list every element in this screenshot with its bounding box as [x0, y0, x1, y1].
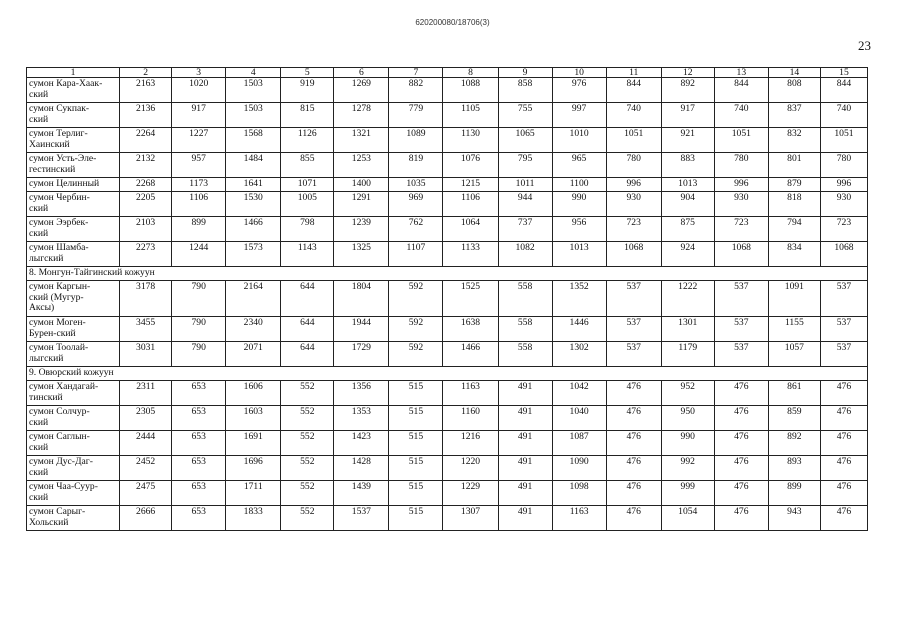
table-row: [27, 506, 868, 531]
row-name: сумон Каргын- ский (Мугур- Аксы): [27, 281, 120, 317]
table-cell: 2164: [226, 281, 281, 317]
table-row: [27, 153, 868, 178]
table-cell: 1222: [661, 281, 714, 317]
column-header: 14: [768, 68, 820, 78]
table-cell: 1087: [552, 431, 606, 456]
table-cell: 1051: [714, 128, 768, 153]
column-header: 8: [443, 68, 498, 78]
column-header: 7: [389, 68, 443, 78]
table-cell: 740: [714, 103, 768, 128]
row-name: сумон Чербин- ский: [27, 192, 120, 217]
row-name: сумон Терлиг- Хаинский: [27, 128, 120, 153]
table-cell: 723: [820, 217, 867, 242]
table-cell: 795: [498, 153, 552, 178]
table-cell: 476: [606, 506, 661, 531]
table-row: [27, 406, 868, 431]
table-cell: 904: [661, 192, 714, 217]
row-name: сумон Усть-Эле- гестинский: [27, 153, 120, 178]
table-cell: 1143: [281, 242, 334, 267]
table-cell: 476: [820, 506, 867, 531]
table-cell: 1466: [443, 342, 498, 367]
table-cell: 476: [606, 406, 661, 431]
table-cell: 965: [552, 153, 606, 178]
table-cell: 917: [661, 103, 714, 128]
table-cell: 1568: [226, 128, 281, 153]
table-cell: 537: [714, 317, 768, 342]
table-cell: 1215: [443, 178, 498, 192]
row-name: сумон Саглын- ский: [27, 431, 120, 456]
table-cell: 491: [498, 481, 552, 506]
table-cell: 1537: [334, 506, 389, 531]
table-cell: 653: [172, 406, 226, 431]
table-cell: 1530: [226, 192, 281, 217]
table-cell: 476: [714, 481, 768, 506]
table-cell: 899: [172, 217, 226, 242]
column-header: 6: [334, 68, 389, 78]
table-cell: 858: [498, 78, 552, 103]
table-cell: 476: [714, 406, 768, 431]
table-cell: 837: [768, 103, 820, 128]
table-row: [27, 281, 868, 317]
table-cell: 924: [661, 242, 714, 267]
table-cell: 515: [389, 431, 443, 456]
table-cell: 919: [281, 78, 334, 103]
table-cell: 808: [768, 78, 820, 103]
table-cell: 2103: [120, 217, 172, 242]
table-cell: 844: [714, 78, 768, 103]
table-cell: 3031: [120, 342, 172, 367]
column-header: 12: [661, 68, 714, 78]
table-cell: 552: [281, 456, 334, 481]
table-cell: 1229: [443, 481, 498, 506]
table-cell: 1163: [552, 506, 606, 531]
table-cell: 999: [661, 481, 714, 506]
row-name: сумон Дус-Даг- ский: [27, 456, 120, 481]
table-row: [27, 242, 868, 267]
table-cell: 1325: [334, 242, 389, 267]
table-cell: 476: [714, 506, 768, 531]
header-row: [27, 68, 868, 78]
column-header: 15: [820, 68, 867, 78]
table-cell: 1011: [498, 178, 552, 192]
table-cell: 476: [606, 431, 661, 456]
table-cell: 957: [172, 153, 226, 178]
section-row: [27, 367, 868, 381]
table-cell: 1068: [606, 242, 661, 267]
table-cell: 790: [172, 281, 226, 317]
row-name: сумон Целинный: [27, 178, 120, 192]
table-cell: 1010: [552, 128, 606, 153]
table-cell: 1106: [443, 192, 498, 217]
table-cell: 819: [389, 153, 443, 178]
table-cell: 644: [281, 281, 334, 317]
table-cell: 1711: [226, 481, 281, 506]
table-cell: 1503: [226, 103, 281, 128]
table-cell: 1098: [552, 481, 606, 506]
table-cell: 537: [606, 342, 661, 367]
table-cell: 476: [606, 456, 661, 481]
table-cell: 740: [606, 103, 661, 128]
table-cell: 1082: [498, 242, 552, 267]
table-cell: 930: [820, 192, 867, 217]
table-cell: 653: [172, 506, 226, 531]
table-cell: 780: [820, 153, 867, 178]
table-cell: 1042: [552, 381, 606, 406]
table-cell: 2071: [226, 342, 281, 367]
table-cell: 2205: [120, 192, 172, 217]
table-cell: 1107: [389, 242, 443, 267]
table-cell: 1573: [226, 242, 281, 267]
table-cell: 558: [498, 342, 552, 367]
table-cell: 644: [281, 317, 334, 342]
table-cell: 1173: [172, 178, 226, 192]
table-cell: 1352: [552, 281, 606, 317]
row-name: сумон Моген- Бурен-ский: [27, 317, 120, 342]
table-cell: 930: [606, 192, 661, 217]
table-cell: 2452: [120, 456, 172, 481]
table-cell: 1071: [281, 178, 334, 192]
table-cell: 1054: [661, 506, 714, 531]
table-cell: 1321: [334, 128, 389, 153]
row-name: сумон Тоолай- лыгский: [27, 342, 120, 367]
table-cell: 944: [498, 192, 552, 217]
row-name: сумон Солчур- ский: [27, 406, 120, 431]
table-cell: 1353: [334, 406, 389, 431]
table-cell: 1301: [661, 317, 714, 342]
table-cell: 515: [389, 506, 443, 531]
table-cell: 892: [661, 78, 714, 103]
table-cell: 990: [661, 431, 714, 456]
table-cell: 1400: [334, 178, 389, 192]
page-number: 23: [858, 38, 871, 53]
table-cell: 537: [820, 317, 867, 342]
table-cell: 1833: [226, 506, 281, 531]
table-cell: 1944: [334, 317, 389, 342]
table-cell: 1484: [226, 153, 281, 178]
table-cell: 1439: [334, 481, 389, 506]
table-cell: 740: [820, 103, 867, 128]
table-cell: 892: [768, 431, 820, 456]
table-row: [27, 192, 868, 217]
table-cell: 834: [768, 242, 820, 267]
table-cell: 2475: [120, 481, 172, 506]
table-cell: 997: [552, 103, 606, 128]
table-cell: 515: [389, 381, 443, 406]
table-cell: 491: [498, 381, 552, 406]
table-cell: 653: [172, 381, 226, 406]
table-cell: 992: [661, 456, 714, 481]
table-cell: 1076: [443, 153, 498, 178]
table-cell: 790: [172, 342, 226, 367]
table-cell: 1691: [226, 431, 281, 456]
table-cell: 476: [606, 481, 661, 506]
table-cell: 476: [606, 381, 661, 406]
table-cell: 653: [172, 481, 226, 506]
table-cell: 723: [606, 217, 661, 242]
table-cell: 1013: [552, 242, 606, 267]
table-cell: 1090: [552, 456, 606, 481]
table-cell: 1105: [443, 103, 498, 128]
table-row: [27, 342, 868, 367]
table-cell: 737: [498, 217, 552, 242]
row-name: сумон Ээрбек- ский: [27, 217, 120, 242]
table-cell: 558: [498, 281, 552, 317]
table-cell: 537: [714, 342, 768, 367]
table-cell: 1013: [661, 178, 714, 192]
table-row: [27, 431, 868, 456]
table-cell: 653: [172, 431, 226, 456]
table-cell: 1130: [443, 128, 498, 153]
table-cell: 1269: [334, 78, 389, 103]
table-cell: 882: [389, 78, 443, 103]
table-cell: 794: [768, 217, 820, 242]
table-cell: 1291: [334, 192, 389, 217]
table-cell: 2444: [120, 431, 172, 456]
table-cell: 491: [498, 406, 552, 431]
column-header: 5: [281, 68, 334, 78]
table-cell: 552: [281, 431, 334, 456]
table-cell: 1040: [552, 406, 606, 431]
table-cell: 1065: [498, 128, 552, 153]
section-row: [27, 267, 868, 281]
table-cell: 1503: [226, 78, 281, 103]
column-header: 2: [120, 68, 172, 78]
table-cell: 1244: [172, 242, 226, 267]
table-cell: 1106: [172, 192, 226, 217]
table-cell: 801: [768, 153, 820, 178]
table-cell: 1525: [443, 281, 498, 317]
row-name: сумон Кара-Хаак- ский: [27, 78, 120, 103]
table-cell: 1638: [443, 317, 498, 342]
table-cell: 875: [661, 217, 714, 242]
table-cell: 2273: [120, 242, 172, 267]
table-cell: 476: [714, 431, 768, 456]
table-cell: 1005: [281, 192, 334, 217]
table-row: [27, 178, 868, 192]
table-cell: 2132: [120, 153, 172, 178]
table-row: [27, 128, 868, 153]
table-cell: 1253: [334, 153, 389, 178]
column-header: 11: [606, 68, 661, 78]
column-header: 9: [498, 68, 552, 78]
table-cell: 491: [498, 456, 552, 481]
table-cell: 1089: [389, 128, 443, 153]
table-cell: 815: [281, 103, 334, 128]
table-cell: 515: [389, 456, 443, 481]
row-name: сумон Чаа-Суур- ский: [27, 481, 120, 506]
table-cell: 2264: [120, 128, 172, 153]
table-cell: 956: [552, 217, 606, 242]
table-cell: 2340: [226, 317, 281, 342]
table-cell: 1302: [552, 342, 606, 367]
section-title: 8. Монгун-Тайгинский кожуун: [27, 267, 868, 281]
table-cell: 1641: [226, 178, 281, 192]
table-cell: 552: [281, 506, 334, 531]
table-cell: 491: [498, 506, 552, 531]
table-cell: 996: [714, 178, 768, 192]
table-cell: 780: [714, 153, 768, 178]
table-cell: 855: [281, 153, 334, 178]
table-cell: 1278: [334, 103, 389, 128]
table-cell: 1088: [443, 78, 498, 103]
table-cell: 1179: [661, 342, 714, 367]
table-cell: 476: [820, 381, 867, 406]
table-row: [27, 456, 868, 481]
table-cell: 1356: [334, 381, 389, 406]
table-cell: 1091: [768, 281, 820, 317]
table-cell: 3455: [120, 317, 172, 342]
table-cell: 990: [552, 192, 606, 217]
table-cell: 1133: [443, 242, 498, 267]
table-cell: 552: [281, 481, 334, 506]
table-cell: 558: [498, 317, 552, 342]
table-cell: 1446: [552, 317, 606, 342]
table-cell: 1051: [606, 128, 661, 153]
column-header: 13: [714, 68, 768, 78]
table-cell: 476: [820, 481, 867, 506]
table-cell: 1606: [226, 381, 281, 406]
table-cell: 996: [606, 178, 661, 192]
table-cell: 762: [389, 217, 443, 242]
table-body: [27, 78, 868, 531]
table-cell: 976: [552, 78, 606, 103]
table-cell: 1155: [768, 317, 820, 342]
table-cell: 476: [820, 456, 867, 481]
table-cell: 1227: [172, 128, 226, 153]
column-header: 10: [552, 68, 606, 78]
table-cell: 1216: [443, 431, 498, 456]
table-cell: 537: [606, 317, 661, 342]
table-cell: 476: [714, 456, 768, 481]
table-cell: 1428: [334, 456, 389, 481]
table-cell: 798: [281, 217, 334, 242]
table-cell: 893: [768, 456, 820, 481]
section-title: 9. Овюрский кожуун: [27, 367, 868, 381]
table-cell: 1804: [334, 281, 389, 317]
data-table: [26, 67, 868, 531]
table-cell: 859: [768, 406, 820, 431]
table-cell: 515: [389, 481, 443, 506]
table-cell: 790: [172, 317, 226, 342]
table-cell: 2136: [120, 103, 172, 128]
table-cell: 1126: [281, 128, 334, 153]
column-header: 1: [27, 68, 120, 78]
table-cell: 917: [172, 103, 226, 128]
table-cell: 491: [498, 431, 552, 456]
table-cell: 3178: [120, 281, 172, 317]
table-cell: 883: [661, 153, 714, 178]
table-cell: 2268: [120, 178, 172, 192]
table-cell: 2666: [120, 506, 172, 531]
table-cell: 779: [389, 103, 443, 128]
table-cell: 950: [661, 406, 714, 431]
row-name: сумон Сукпак- ский: [27, 103, 120, 128]
table-cell: 2305: [120, 406, 172, 431]
row-name: сумон Сарыг- Хольский: [27, 506, 120, 531]
table-row: [27, 78, 868, 103]
table-row: [27, 217, 868, 242]
table-cell: 476: [714, 381, 768, 406]
table-cell: 1100: [552, 178, 606, 192]
table-row: [27, 103, 868, 128]
table-cell: 952: [661, 381, 714, 406]
table-row: [27, 481, 868, 506]
table-cell: 537: [714, 281, 768, 317]
table-cell: 644: [281, 342, 334, 367]
table-cell: 476: [820, 406, 867, 431]
table-cell: 1051: [820, 128, 867, 153]
document-code: 620200080/18706(3): [415, 18, 490, 27]
table-cell: 1035: [389, 178, 443, 192]
table-cell: 537: [820, 342, 867, 367]
table-cell: 723: [714, 217, 768, 242]
table-row: [27, 317, 868, 342]
table-cell: 2163: [120, 78, 172, 103]
table-cell: 1466: [226, 217, 281, 242]
table-row: [27, 381, 868, 406]
row-name: сумон Хандагай- тинский: [27, 381, 120, 406]
table-cell: 930: [714, 192, 768, 217]
table-cell: 861: [768, 381, 820, 406]
table-cell: 844: [820, 78, 867, 103]
table-cell: 780: [606, 153, 661, 178]
table-cell: 515: [389, 406, 443, 431]
table-cell: 844: [606, 78, 661, 103]
column-header: 3: [172, 68, 226, 78]
table-cell: 969: [389, 192, 443, 217]
table-cell: 552: [281, 381, 334, 406]
table-cell: 1064: [443, 217, 498, 242]
table-cell: 1057: [768, 342, 820, 367]
table-cell: 996: [820, 178, 867, 192]
table-cell: 921: [661, 128, 714, 153]
table-cell: 537: [606, 281, 661, 317]
table-cell: 1423: [334, 431, 389, 456]
table-cell: 592: [389, 317, 443, 342]
table-cell: 943: [768, 506, 820, 531]
table-cell: 1020: [172, 78, 226, 103]
table-cell: 1220: [443, 456, 498, 481]
table-cell: 1160: [443, 406, 498, 431]
table-cell: 537: [820, 281, 867, 317]
table-cell: 1729: [334, 342, 389, 367]
table-cell: 832: [768, 128, 820, 153]
table-cell: 592: [389, 281, 443, 317]
table-cell: 1239: [334, 217, 389, 242]
table-cell: 1068: [820, 242, 867, 267]
table-cell: 476: [820, 431, 867, 456]
table-cell: 592: [389, 342, 443, 367]
row-name: сумон Шамба- лыгский: [27, 242, 120, 267]
table-cell: 1068: [714, 242, 768, 267]
table-cell: 552: [281, 406, 334, 431]
table-cell: 899: [768, 481, 820, 506]
column-header: 4: [226, 68, 281, 78]
table-cell: 1163: [443, 381, 498, 406]
table-cell: 1307: [443, 506, 498, 531]
table-cell: 818: [768, 192, 820, 217]
table-cell: 2311: [120, 381, 172, 406]
table-cell: 879: [768, 178, 820, 192]
table-cell: 653: [172, 456, 226, 481]
table-cell: 755: [498, 103, 552, 128]
table-cell: 1603: [226, 406, 281, 431]
table-cell: 1696: [226, 456, 281, 481]
